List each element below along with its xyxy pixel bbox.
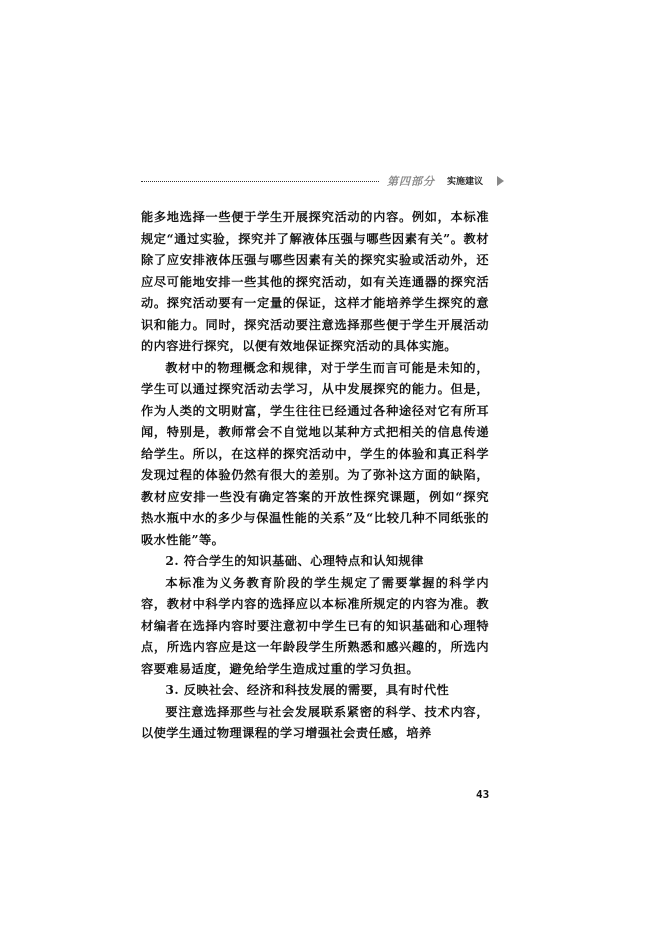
section-title: 实施建议 bbox=[447, 177, 484, 187]
running-header bbox=[141, 173, 511, 189]
paragraph: 本标准为义务教育阶段的学生规定了需要掌握的科学内容，教材中科学内容的选择应以本标准所规定的内容为准。教材编者在选择内容时要注意初中学生已有的知识基础和心理特点，所选内容应是这一年龄段学生所熟悉和感兴趣的，所选内容要难易适度，避免给学生造成过重的学习负担。 bbox=[141, 575, 489, 676]
subheading: 2. 符合学生的知识基础、心理特点和认知规律 bbox=[165, 554, 424, 568]
subheading: 3. 反映社会、经济和科技发展的需要，具有时代性 bbox=[165, 683, 450, 697]
paragraph: 要注意选择那些与社会发展联系紧密的科学、技术内容，以使学生通过物理课程的学习增强社会责任感，培养 bbox=[141, 704, 489, 740]
paragraph: 教材中的物理概念和规律，对于学生而言可能是未知的，学生可以通过探究活动去学习，从中发展探究的能力。但是，作为人类的文明财富，学生往往已经通过各种途径对它有所耳闻，特别是，教师常会不自觉地以某种方式把相关的信息传递给学生。所以，在这样的探究活动中，学生的体验和真正科学发现过程的体验仍然有很大的差别。为了弥补这方面的缺陷，教材应安排一些没有确定答案的开放性探究课题，例如“探究热水瓶中水的多少与保温性能的关系”及“比较几种不同纸张的吸水性能”等。 bbox=[141, 360, 489, 547]
page-number: 43 bbox=[476, 788, 490, 801]
triangle-marker-icon bbox=[497, 176, 504, 186]
body-text bbox=[141, 207, 489, 745]
header-rule bbox=[141, 181, 379, 182]
part-title: 第四部分 bbox=[387, 175, 435, 188]
paragraph: 能多地选择一些便于学生开展探究活动的内容。例如，本标准规定“通过实验，探究并了解液体压强与哪些因素有关”。教材除了应安排液体压强与哪些因素有关的探究实验或活动外，还应尽可能地安排一些其他的探究活动，如有关连通器的探究活动。探究活动要有一定量的保证，这样才能培养学生探究的意识和能力。同时，探究活动要注意选择那些便于学生开展活动的内容进行探究，以便有效地保证探究活动的具体实施。 bbox=[141, 210, 489, 353]
